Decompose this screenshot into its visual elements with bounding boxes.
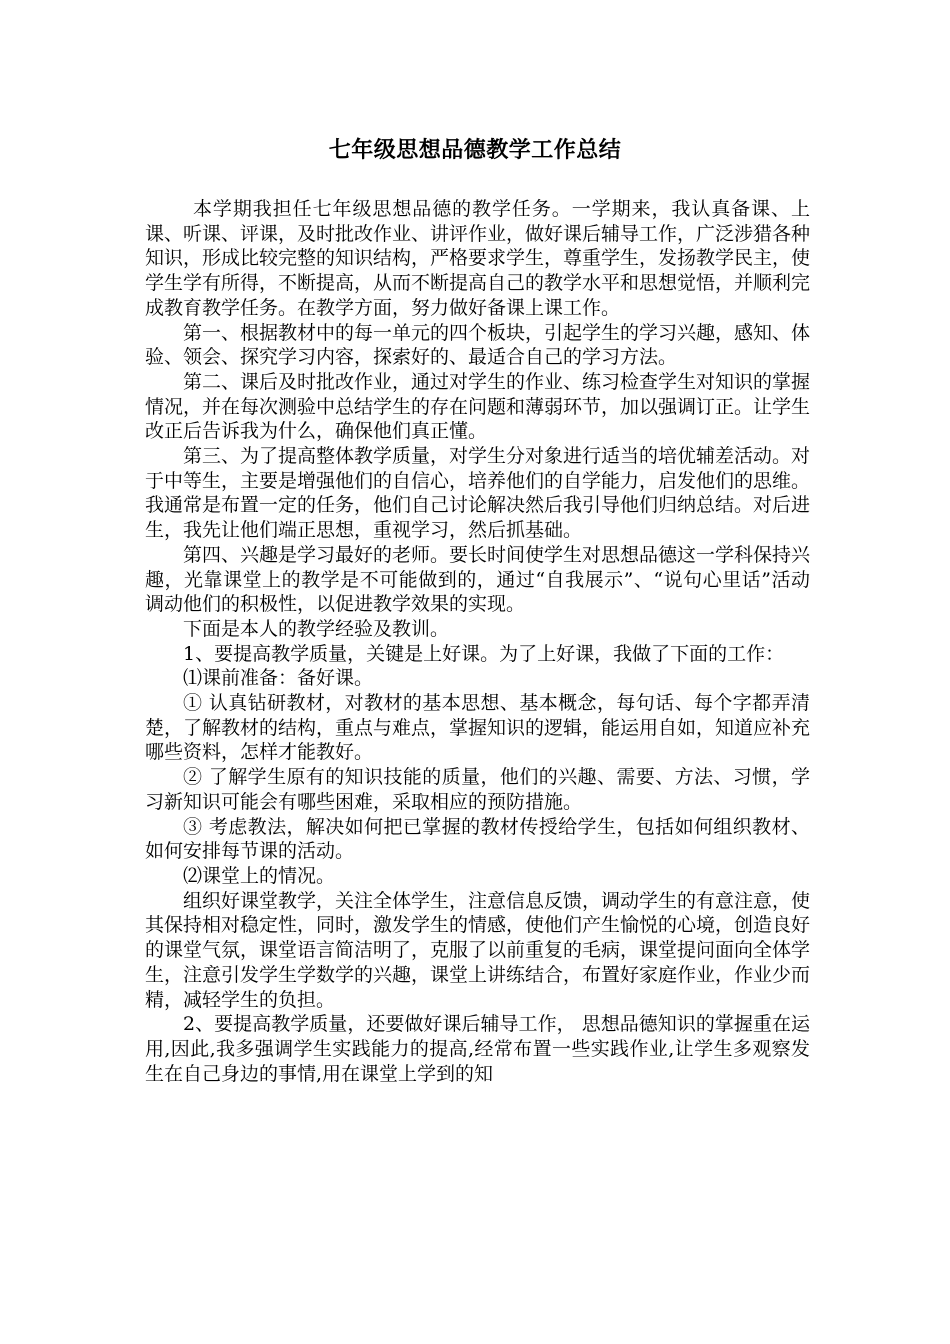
document-body [145,197,810,1086]
paragraph-section-2: 2、要提高教学质量，还要做好课后辅导工作， 思想品德知识的掌握重在运用,因此,我多强调学生实践能力的提高,经常布置一些实践作业,让学生多观察发生在自己身边的事情,用在课堂上学到的知 [145,1013,810,1085]
paragraph-subsection-2: ⑵课堂上的情况。 [183,864,336,887]
paragraph-intro: 本学期我担任七年级思想品德的教学任务。一学期来，我认真备课、上课、听课、评课，及时批改作业、讲评作业，做好课后辅导工作，广泛涉猎各种知识，形成比较完整的知识结构，严格要求学生，尊重学生，发扬教学民主，使学生学有所得，不断提高，从而不断提高自己的教学水平和思想觉悟，并顺利完成教育教学任务。在教学方面，努力做好备课上课工作。 [145,198,811,319]
paragraph-subsection-1: ⑴课前准备：备好课。 [183,667,374,690]
paragraph-classroom: 组织好课堂教学，关注全体学生，注意信息反馈，调动学生的有意注意，使其保持相对稳定性，同时，激发学生的情感，使他们产生愉悦的心境，创造良好的课堂气氛，课堂语言简洁明了，克服了以前重复的毛病，课堂提问面向全体学生，注意引发学生学数学的兴趣，课堂上讲练结合，布置好家庭作业，作业少而精，减轻学生的负担。 [145,889,811,1011]
paragraph-section-1: 1、要提高教学质量，关键是上好课。为了上好课，我做了下面的工作： [183,642,785,665]
paragraph-item-3: ③ 考虑教法，解决如何把已掌握的教材传授给学生，包括如何组织教材、如何安排每节课的活动。 [145,815,810,863]
paragraph-point-2: 第二、课后及时批改作业，通过对学生的作业、练习检查学生对知识的掌握情况，并在每次测验中总结学生的存在问题和薄弱环节，加以强调订正。让学生改正后告诉我为什么，确保他们真正懂。 [145,370,811,443]
document-title: 七年级思想品德教学工作总结 [328,137,622,163]
paragraph-point-3: 第三、为了提高整体教学质量，对学生分对象进行适当的培优辅差活动。对于中等生，主要是增强他们的自信心，培养他们的自学能力，启发他们的思维。我通常是布置一定的任务，他们自己讨论解决然后我引导他们归纳总结。对后进生，我先让他们端正思想，重视学习，然后抓基础。 [145,445,811,542]
paragraph-item-2: ② 了解学生原有的知识技能的质量，他们的兴趣、需要、方法、习惯，学习新知识可能会有哪些困难，采取相应的预防措施。 [145,766,810,813]
paragraph-point-4: 第四、兴趣是学习最好的老师。要长时间使学生对思想品德这一学科保持兴趣，光靠课堂上的教学是不可能做到的，通过“自我展示”、“说句心里话”活动调动他们的积极性，以促进教学效果的实现。 [145,543,811,616]
paragraph-experience-intro: 下面是本人的教学经验及教训。 [183,617,450,640]
paragraph-point-1: 第一、根据教材中的每一单元的四个板块，引起学生的学习兴趣，感知、体验、领会、探究学习内容，探索好的、最适合自己的学习方法。 [145,321,811,369]
paragraph-item-1: ① 认真钻研教材，对教材的基本思想、基本概念，每句话、每个字都弄清楚，了解教材的结构，重点与难点，掌握知识的逻辑，能运用自如，知道应补充哪些资料，怎样才能教好。 [145,692,811,764]
